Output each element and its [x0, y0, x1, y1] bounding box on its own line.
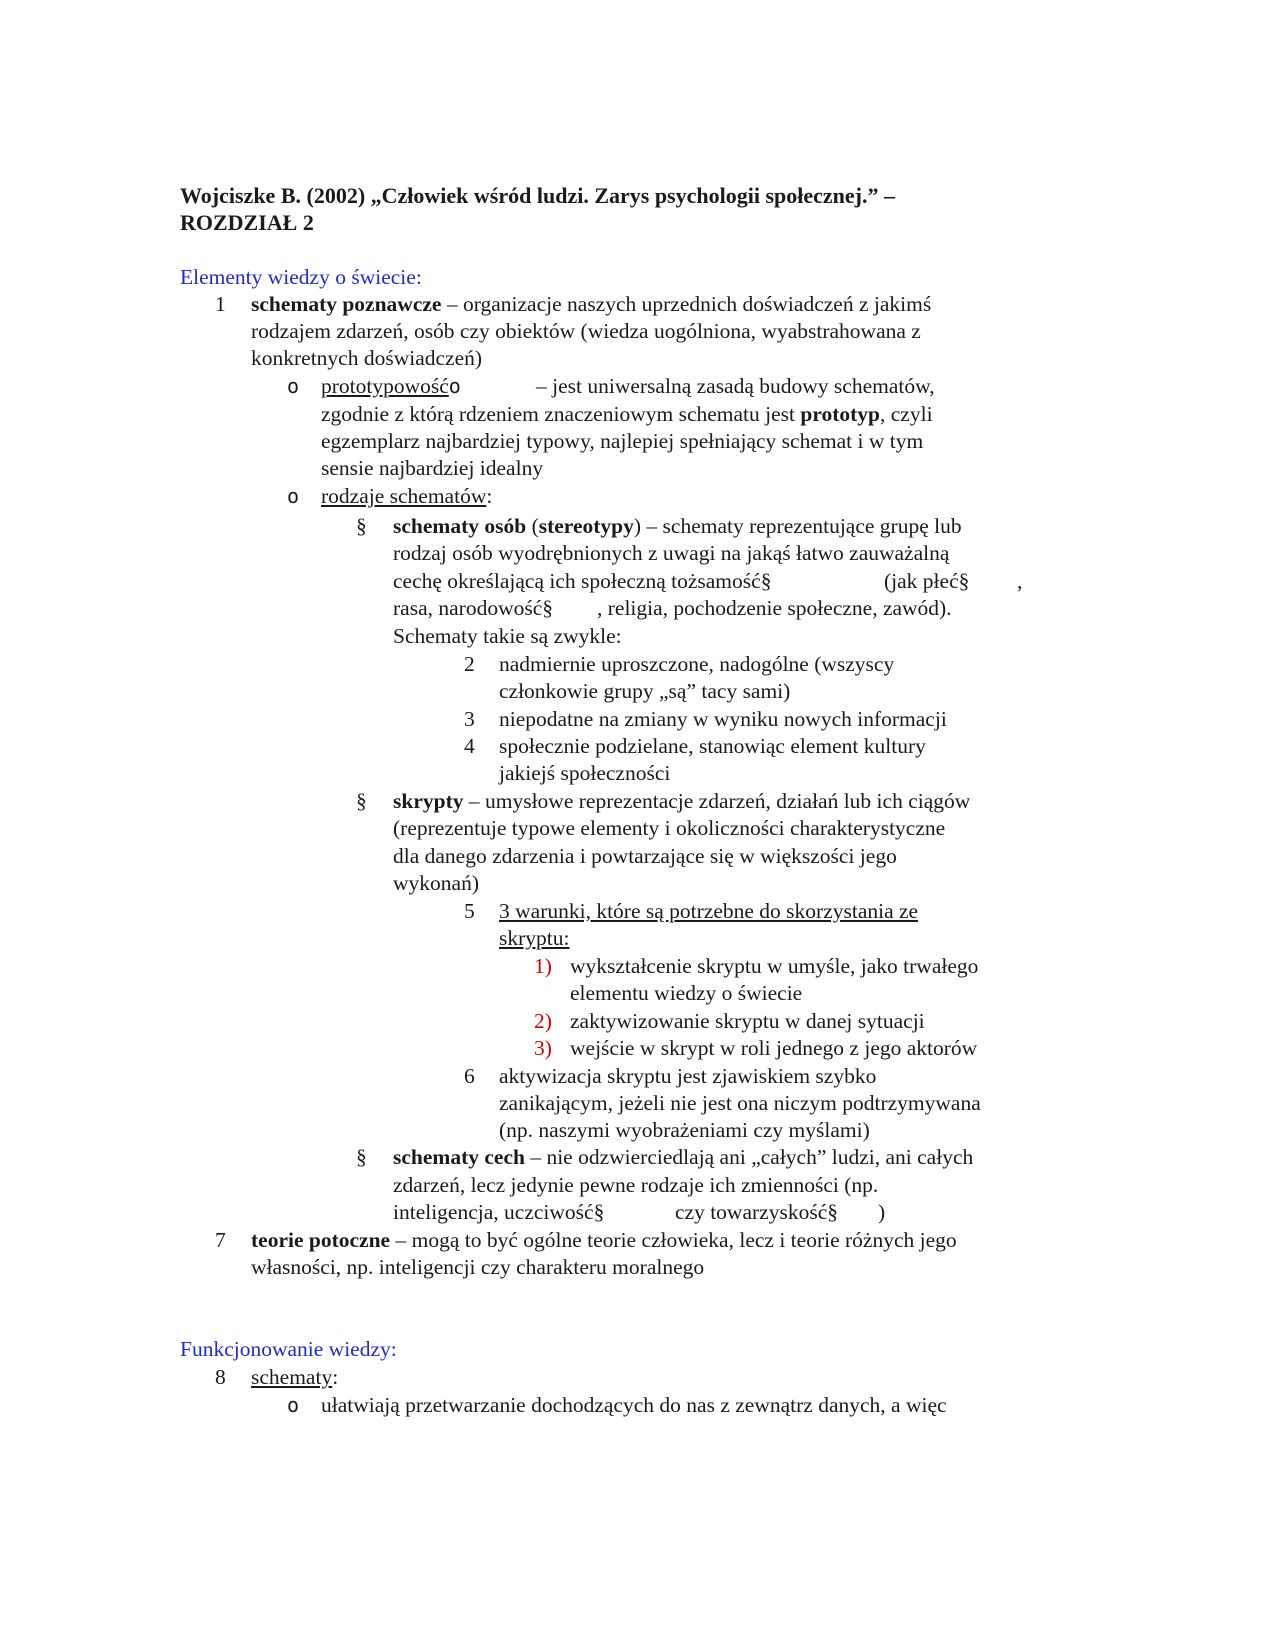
list-item-text [393, 512, 962, 540]
list-item-text-span: ( [526, 514, 539, 538]
list-item-text-span: – nie odzwierciedlają ani „całych” ludzi, ani całych [524, 1145, 974, 1169]
term-bold: schematy osób [393, 514, 527, 538]
bullet-section: § [356, 1145, 367, 1169]
list-item-text: cechę określającą ich społeczną tożsamość§ [393, 569, 772, 593]
list-item-text-span: ) – schematy reprezentujące grupę lub [633, 514, 962, 538]
list-item-text [393, 1143, 973, 1171]
term-bold: teorie potoczne [251, 1228, 391, 1252]
list-item-text: Schematy takie są zwykle: [393, 624, 622, 648]
list-item-text-span: – mogą to być ogólne teorie człowieka, lecz i teorie różnych jego [390, 1228, 957, 1252]
list-number-red: 1) [534, 954, 552, 978]
list-item-text: , religia, pochodzenie społeczne, zawód). [597, 596, 952, 620]
list-item-text: społecznie podzielane, stanowiąc element kultury [499, 734, 926, 758]
list-item-text [499, 924, 569, 952]
list-item-text: sensie najbardziej idealny [321, 456, 544, 480]
term-underlined: schematy [251, 1365, 333, 1389]
list-item-text [251, 290, 931, 318]
section-heading-functioning: Funkcjonowanie wiedzy: [180, 1337, 397, 1361]
list-item-text: egzemplarz najbardziej typowy, najlepiej spełniający schemat i w tym [321, 429, 924, 453]
list-item-text [321, 372, 461, 400]
term-bold: stereotypy [538, 514, 634, 538]
list-item-text: (reprezentuje typowe elementy i okoliczności charakterystyczne [393, 816, 946, 840]
list-number: 1 [215, 292, 226, 316]
list-item-text: nadmiernie uproszczone, nadogólne (wszyscy [499, 652, 895, 676]
list-item-text [251, 1363, 338, 1391]
list-number: 2 [464, 652, 475, 676]
list-item-text [321, 482, 492, 510]
list-item-text: jakiejś społeczności [499, 761, 671, 785]
list-item-text-span: zgodnie z którą rdzeniem znaczeniowym schematu jest [321, 402, 801, 426]
list-item-text: rodzajem zdarzeń, osób czy obiektów (wiedza uogólniona, wyabstrahowana z [251, 319, 921, 343]
list-item-text [321, 400, 933, 428]
list-number-red: 3) [534, 1036, 552, 1060]
term-underlined: prototypowość [321, 374, 449, 398]
list-item-text: rodzaj osób wyodrębnionych z uwagi na jakąś łatwo zauważalną [393, 541, 950, 565]
list-item-text: aktywizacja skryptu jest zjawiskiem szybko [499, 1064, 877, 1088]
list-number-red: 2) [534, 1009, 552, 1033]
list-item-text: wejście w skrypt w roli jednego z jego aktorów [570, 1036, 978, 1060]
list-item-text: dla danego zdarzenia i powtarzające się w większości jego [393, 844, 897, 868]
list-item-text-span: : [486, 484, 493, 508]
list-item-text: niepodatne na zmiany w wyniku nowych informacji [499, 707, 947, 731]
bullet-o: o [287, 1393, 300, 1417]
list-item-text [499, 897, 918, 925]
term-bold: schematy cech [393, 1145, 525, 1169]
list-item-text: zdarzeń, lecz jedynie pewne rodzaje ich zmienności (np. [393, 1173, 879, 1197]
list-item-text: elementu wiedzy o świecie [570, 981, 803, 1005]
term-bold: prototyp [800, 402, 881, 426]
list-item-text [393, 787, 970, 815]
inline-mark: o [448, 374, 461, 398]
list-item-text: wykonań) [393, 871, 479, 895]
list-item-text: ) [878, 1200, 886, 1224]
list-item-text: zaktywizowanie skryptu w danej sytuacji [570, 1009, 925, 1033]
bullet-section: § [356, 789, 367, 813]
list-number: 4 [464, 734, 475, 758]
list-number: 7 [215, 1228, 226, 1252]
list-number: 8 [215, 1365, 226, 1389]
list-item-text: zanikającym, jeżeli nie jest ona niczym podtrzymywana [499, 1091, 981, 1115]
bullet-o: o [287, 484, 300, 508]
bullet-o: o [287, 374, 300, 398]
list-item-text: inteligencja, uczciwość§ [393, 1200, 605, 1224]
list-item-text [251, 1226, 957, 1254]
list-number: 3 [464, 707, 475, 731]
list-item-text: (np. naszymi wyobrażeniami czy myślami) [499, 1118, 870, 1142]
list-item-text-span: , czyli [880, 402, 933, 426]
bullet-section: § [356, 514, 367, 538]
section-heading-elements: Elementy wiedzy o świecie: [180, 265, 422, 289]
list-item-text: czy towarzyskość§ [675, 1200, 838, 1224]
document-title-line2: ROZDZIAŁ 2 [180, 210, 314, 235]
list-item-text: własności, np. inteligencji czy charakteru moralnego [251, 1255, 705, 1279]
list-item-text-span: : [332, 1365, 339, 1389]
document-title-line1: Wojciszke B. (2002) „Człowiek wśród ludzi. Zarys psychologii społecznej.” – [180, 183, 895, 208]
list-number: 5 [464, 899, 475, 923]
list-item-text: członkowie grupy „są” tacy sami) [499, 679, 791, 703]
list-item-text: – jest uniwersalną zasadą budowy schematów, [536, 374, 935, 398]
list-number: 6 [464, 1064, 475, 1088]
list-item-text-span: – organizacje naszych uprzednich doświadczeń z jakimś [441, 292, 932, 316]
term-bold: schematy poznawcze [251, 292, 442, 316]
list-item-text: (jak płeć§ [884, 569, 970, 593]
term-underlined: rodzaje schematów [321, 484, 487, 508]
term-underlined: 3 warunki, które są potrzebne do skorzystania ze [499, 899, 919, 923]
list-item-text-span: – umysłowe reprezentacje zdarzeń, działań lub ich ciągów [463, 789, 971, 813]
list-item-text: ułatwiają przetwarzanie dochodzących do nas z zewnątrz danych, a więc [321, 1393, 947, 1417]
list-item-text: rasa, narodowość§ [393, 596, 554, 620]
term-bold: skrypty [393, 789, 464, 813]
term-underlined: skryptu: [499, 926, 570, 950]
list-item-text: konkretnych doświadczeń) [251, 346, 483, 370]
list-item-text: wykształcenie skryptu w umyśle, jako trwałego [570, 954, 979, 978]
list-item-text: , [1017, 569, 1023, 593]
